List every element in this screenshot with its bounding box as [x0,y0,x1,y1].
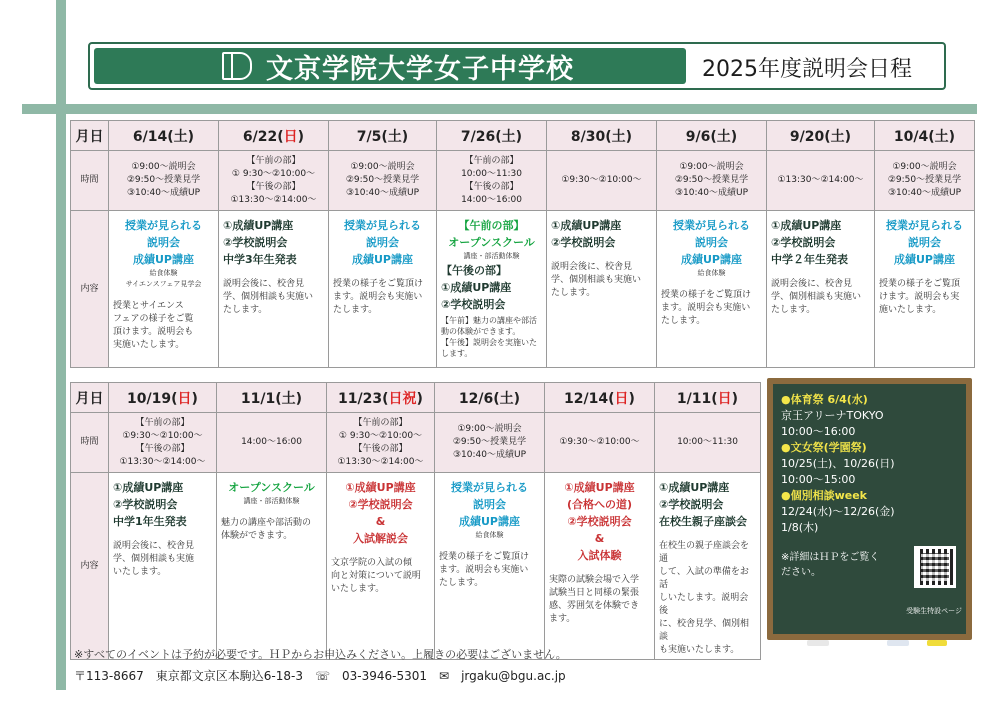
event-title: 授業が見られる 説明会 成績UP講座 [125,219,202,266]
event-subnote: 給食体験 [697,269,726,277]
event-description: 説明会後に、校舎見 学、個別相談も実施 いたします。 [113,541,195,577]
event-time-cell: ①9:30～②10:00～ [545,413,655,473]
event-weekday: 日 [177,390,192,407]
event-date-close: ) [731,390,739,407]
event-date-cell [109,121,219,151]
phone-icon: ☏ [314,668,330,683]
event-title: 【午前の部】 オープンスクール [448,219,535,249]
event-weekday: 日 [717,390,732,407]
school-logo-icon [222,52,252,80]
event-date: 6/22( [242,128,284,145]
event-time-cell: ①9:00～説明会 ②9:50～授業見学 ③10:40～成績UP [109,151,219,211]
event-subnote: 給食体験 サイエンスフェア見学会 [125,269,202,288]
event-description: 文京学院の入試の傾 向と対策について説明 いたします。 [331,558,421,594]
event-weekday: 日 [614,390,629,407]
event-date-cell [109,383,217,413]
event-time-cell: 【午前の部】 ① 9:30～②10:00～ 【午後の部】 ①13:30～②14:00～ [327,413,435,473]
event-time-cell: 【午前の部】 ①9:30～②10:00～ 【午後の部】 ①13:30～②14:00～ [109,413,217,473]
event-date-close: ) [187,128,195,145]
event-description: 授業の様子をご覧頂け ます。説明会も実施い たします。 [439,552,530,588]
event-title: ①成績UP講座 ②学校説明会 中学1年生発表 [113,481,187,528]
row-label-content: 内容 [71,473,109,660]
event-content-cell [329,211,437,368]
event-weekday: 日祝 [388,390,417,407]
event-weekday: 土 [830,128,845,145]
event-date: 10/4( [893,128,935,145]
sports-festival-place: 京王アリーナTOKYO [781,409,884,422]
event-date-close: ) [297,128,305,145]
event-description: 実際の試験会場で入学 試験当日と同様の緊張 感、雰囲気を体験でき ます。 [549,575,640,624]
event-time-cell: ①9:00～説明会 ②9:50～授業見学 ③10:40～成績UP [435,413,545,473]
event-description: 【午前】魅力の講座や部活 動の体験ができます。 【午後】説明会を実施いた します。 [441,316,537,358]
consultation-date-1: 12/24(水)～12/26(金) [781,505,895,518]
schedule-table-2 [70,382,761,660]
event-date-cell [657,121,767,151]
event-description: 説明会後に、校舎見 学、個別相談も実施い たします。 [223,279,314,315]
event-date-close: ) [191,390,198,407]
event-title: ①成績UP講座 ②学校説明会 中学２年生発表 [771,219,848,266]
event-date-cell [435,383,545,413]
phone-number[interactable]: 03-3946-5301 [342,668,428,683]
event-title: 授業が見られる 説明会 成績UP講座 [344,219,421,266]
event-content-cell [547,211,657,368]
event-title: ①成績UP講座 ②学校説明会 在校生親子座談会 [659,481,747,528]
event-date: 1/11( [676,390,718,407]
event-weekday: 土 [611,128,626,145]
event-content-cell [219,211,329,368]
event-weekday: 土 [716,128,731,145]
schedule-table-1 [70,120,975,368]
event-date-cell [219,121,329,151]
sports-festival-heading: ●体育祭 6/4(水) [781,393,868,406]
row-label-date: 月日 [71,383,109,413]
event-time-cell: 14:00～16:00 [217,413,327,473]
event-date-close: ) [401,128,409,145]
event-description: 授業の様子をご覧頂け ます。説明会も実施い たします。 [661,290,752,326]
event-date-close: ) [513,390,521,407]
sports-festival-time: 10:00～16:00 [781,425,856,438]
event-subnote: 講座・部活動体験 [243,497,300,505]
event-date: 6/14( [132,128,174,145]
event-date-cell [767,121,875,151]
event-date-cell [545,383,655,413]
event-date: 9/6( [685,128,717,145]
consultation-heading: ●個別相談week [781,489,867,502]
event-weekday: 土 [281,390,296,407]
event-title-secondary: 【午後の部】 ①成績UP講座 ②学校説明会 [441,264,512,311]
event-date-cell [875,121,975,151]
event-description: 魅力の講座や部活動の 体験ができます。 [221,518,312,541]
qr-code-icon[interactable] [914,546,956,588]
event-date-cell [327,383,435,413]
title-green-panel [94,48,686,84]
event-title: ①成績UP講座 ②学校説明会 中学3年生発表 [223,219,297,266]
event-title: ①成績UP講座 ②学校説明会 & 入試解説会 [345,481,416,545]
culture-festival-heading: ●文女祭(学園祭) [781,441,867,454]
events-blackboard [767,378,972,640]
row-label-date: 月日 [71,121,109,151]
event-date-cell [329,121,437,151]
event-date: 7/5( [356,128,388,145]
row-label-content: 内容 [71,211,109,368]
event-description: 授業の様子をご覧頂 けます。説明会も実 施いたします。 [879,279,961,315]
chalk-white [807,640,829,646]
qr-label: 受験生特設ページ [906,607,962,615]
event-time-cell: ①9:30～②10:00～ [547,151,657,211]
event-description: 授業の様子をご覧頂け ます。説明会も実施い たします。 [333,279,424,315]
event-time-cell: 【午前の部】 10:00～11:30 【午後の部】 14:00～16:00 [437,151,547,211]
event-date-close: ) [295,390,303,407]
event-title: 授業が見られる 説明会 成績UP講座 [673,219,750,266]
event-content-cell [327,473,435,660]
event-date: 7/26( [460,128,502,145]
event-date: 12/6( [458,390,500,407]
chalk-yellow [927,640,947,646]
postal-code: 〒113-8667 [74,669,144,683]
mail-icon: ✉ [439,668,450,683]
event-content-cell [875,211,975,368]
event-date-close: ) [416,390,423,407]
row-label-time: 時間 [71,413,109,473]
event-content-cell [657,211,767,368]
reservation-note: ※すべてのイベントは予約が必要です。ＨＰからお申込みください。上履きの必要はございません。 [74,648,567,661]
event-description: 授業とサイエンス フェアの様子をご覧 頂けます。説明会も 実施いたします。 [113,301,194,350]
event-title: ①成績UP講座 (合格への道) ②学校説明会 & 入試体験 [564,481,635,562]
event-date-close: ) [628,390,635,407]
event-content-cell [437,211,547,368]
event-weekday: 土 [501,128,516,145]
event-content-cell [435,473,545,660]
event-date: 8/30( [570,128,612,145]
event-date: 10/19( [127,390,178,407]
event-weekday: 土 [173,128,188,145]
title-banner [88,42,946,90]
event-time-cell: ①9:00～説明会 ②9:50～授業見学 ③10:40～成績UP [875,151,975,211]
event-title: ①成績UP講座 ②学校説明会 [551,219,622,249]
event-date: 11/1( [240,390,282,407]
event-time-cell: 【午前の部】 ① 9:30～②10:00～ 【午後の部】 ①13:30～②14:00～ [219,151,329,211]
event-weekday: 土 [387,128,402,145]
event-weekday: 土 [934,128,949,145]
event-date-close: ) [844,128,852,145]
row-label-time: 時間 [71,151,109,211]
event-description: 説明会後に、校舎見 学、個別相談も実施い たします。 [771,279,862,315]
event-date-cell [655,383,761,413]
event-description: 説明会後に、校舎見 学、個別相談も実施い たします。 [551,262,642,298]
schedule-subtitle: 2025年度説明会日程 [702,57,912,82]
school-name: 文京学院大学女子中学校 [266,53,574,85]
event-date: 11/23( [338,390,389,407]
email-address[interactable]: jrgaku@bgu.ac.jp [461,668,566,683]
event-date-close: ) [948,128,956,145]
event-date-cell [217,383,327,413]
address: 東京都文京区本駒込6-18-3 [155,669,303,683]
event-subnote: 給食体験 [475,531,504,539]
event-title: オープンスクール [228,481,315,494]
event-content-cell [767,211,875,368]
event-content-cell [655,473,761,660]
event-time-cell: ①9:00～説明会 ②9:50～授業見学 ③10:40～成績UP [657,151,767,211]
event-title: 授業が見られる 説明会 成績UP講座 [451,481,528,528]
event-time-cell: 10:00～11:30 [655,413,761,473]
consultation-date-2: 1/8(木) [781,521,819,534]
event-title: 授業が見られる 説明会 成績UP講座 [886,219,963,266]
contact-info [74,667,566,684]
event-date-cell [437,121,547,151]
event-content-cell [545,473,655,660]
event-time-cell: ①13:30～②14:00～ [767,151,875,211]
event-content-cell [109,473,217,660]
event-weekday: 日 [283,128,298,145]
chalk-blue [887,640,909,646]
event-time-cell: ①9:00～説明会 ②9:50～授業見学 ③10:40～成績UP [329,151,437,211]
board-note: ※詳細はＨＰをご覧く ださい。 [781,552,880,578]
event-date: 9/20( [789,128,831,145]
event-date-close: ) [625,128,633,145]
event-description: 在校生の親子座談会を通 して、入試の準備をお話 しいたします。説明会後 に、校舎見学、個別相談 も実施いたします。 [659,541,750,655]
decorative-rail-horizontal [22,104,977,114]
event-date: 12/14( [564,390,615,407]
event-date-close: ) [730,128,738,145]
culture-festival-date: 10/25(土)、10/26(日) [781,457,895,470]
event-weekday: 土 [499,390,514,407]
event-subnote: 講座・部活動体験 [463,252,520,260]
event-date-close: ) [515,128,523,145]
event-content-cell [109,211,219,368]
event-date-cell [547,121,657,151]
event-content-cell [217,473,327,660]
culture-festival-time: 10:00～15:00 [781,473,856,486]
